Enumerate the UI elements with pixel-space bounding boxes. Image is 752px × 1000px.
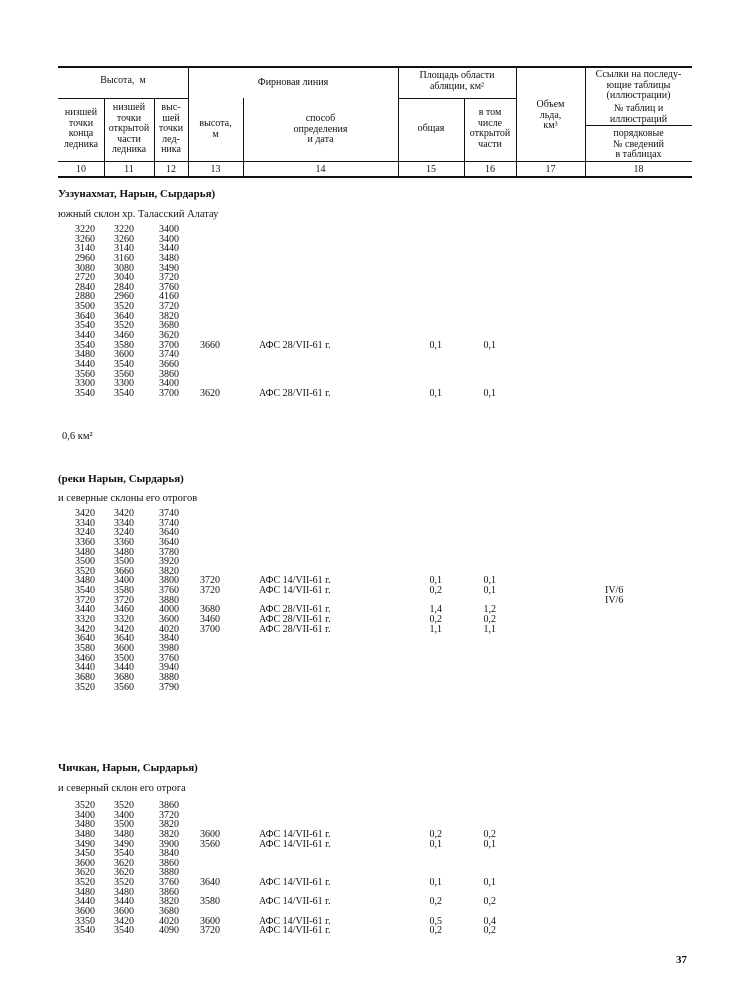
cell-method: АФС 14/VII-61 г.	[259, 896, 331, 908]
table-row	[0, 360, 752, 370]
cell-lowest-open: 3600	[114, 906, 134, 918]
table-row	[0, 302, 752, 312]
header-info-no: порядковые № сведений в таблицах	[612, 128, 665, 160]
cell-lowest-tongue: 3440	[75, 604, 95, 616]
table-row	[0, 625, 752, 635]
cell-lowest-tongue: 3520	[75, 877, 95, 889]
cell-lowest-open: 3560	[114, 368, 134, 380]
cell-lowest-open: 3420	[114, 623, 134, 635]
table-row	[0, 548, 752, 558]
cell-area-open: 0,1	[483, 339, 496, 351]
cell-firn-height: 3600	[200, 828, 220, 840]
table-row	[0, 897, 752, 907]
cell-lowest-tongue: 3500	[75, 301, 95, 313]
cell-lowest-open: 3360	[114, 536, 134, 548]
cell-lowest-tongue: 3540	[75, 320, 95, 332]
cell-lowest-open: 3620	[114, 867, 134, 879]
cell-area-open: 0,2	[483, 614, 496, 626]
header-lowest-tongue: низшей точки конца ледника	[63, 107, 99, 150]
column-number: 15	[426, 164, 436, 175]
cell-lowest-tongue: 2880	[75, 291, 95, 303]
cell-lowest-tongue: 3440	[75, 330, 95, 342]
cell-lowest-open: 3600	[114, 642, 134, 654]
cell-highest: 3790	[159, 681, 179, 693]
column-number: 11	[124, 164, 134, 175]
cell-firn-height: 3620	[200, 387, 220, 399]
cell-lowest-tongue: 3420	[75, 508, 95, 519]
cell-lowest-tongue: 3540	[75, 585, 95, 597]
cell-area-total: 0,1	[429, 387, 442, 399]
section-rows	[0, 225, 752, 399]
cell-lowest-open: 3520	[114, 301, 134, 313]
table-row	[0, 528, 752, 538]
cell-highest: 3820	[159, 565, 179, 577]
header-area-group: Площадь области абляции, км²	[419, 70, 495, 92]
cell-highest: 3840	[159, 633, 179, 645]
section-subtitle: и северные склоны его отрогов	[58, 493, 198, 504]
cell-area-open: 0,2	[483, 896, 496, 908]
cell-lowest-open: 3660	[114, 565, 134, 577]
cell-highest: 3800	[159, 575, 179, 587]
header-total: общая	[417, 123, 445, 134]
cell-highest: 3700	[159, 339, 179, 351]
table-row	[0, 557, 752, 567]
cell-area-total: 0,2	[429, 614, 442, 626]
table-row	[0, 683, 752, 693]
cell-highest: 3720	[159, 301, 179, 313]
cell-lowest-tongue: 3460	[75, 652, 95, 664]
cell-firn-height: 3720	[200, 585, 220, 597]
table-row	[0, 292, 752, 302]
section-subtitle: южный склон хр. Таласский Алатау	[58, 209, 219, 220]
cell-area-total: 0,1	[429, 877, 442, 889]
cell-lowest-open: 3720	[114, 594, 134, 606]
cell-area-total: 0,2	[429, 925, 442, 937]
header-highest: выс- шей точки лед- ника	[158, 102, 184, 155]
table-row	[0, 644, 752, 654]
cell-lowest-open: 3490	[114, 838, 134, 850]
cell-firn-height: 3600	[200, 915, 220, 927]
cell-lowest-tongue: 3520	[75, 565, 95, 577]
cell-lowest-open: 3300	[114, 378, 134, 390]
cell-method: АФС 14/VII-61 г.	[259, 877, 331, 889]
table-row	[0, 849, 752, 859]
cell-lowest-tongue: 2960	[75, 252, 95, 264]
table-row	[0, 273, 752, 283]
cell-lowest-open: 3480	[114, 886, 134, 898]
table-row	[0, 331, 752, 341]
cell-highest: 3820	[159, 828, 179, 840]
cell-firn-height: 3720	[200, 925, 220, 937]
table-row	[0, 859, 752, 869]
page-number: 37	[676, 954, 687, 966]
table-row	[0, 615, 752, 625]
table-row	[0, 840, 752, 850]
cell-lowest-tongue: 3440	[75, 896, 95, 908]
cell-lowest-tongue: 3540	[75, 339, 95, 351]
cell-highest: 3740	[159, 349, 179, 361]
column-number: 13	[210, 164, 221, 175]
table-row	[0, 605, 752, 615]
cell-lowest-tongue: 3340	[75, 517, 95, 529]
cell-lowest-tongue: 3440	[75, 662, 95, 674]
cell-highest: 4000	[159, 604, 179, 616]
table-row	[0, 389, 752, 399]
cell-lowest-open: 3620	[114, 857, 134, 869]
cell-highest: 3440	[159, 243, 179, 255]
cell-method: АФС 14/VII-61 г.	[259, 915, 331, 927]
table-row	[0, 509, 752, 519]
cell-lowest-open: 3420	[114, 508, 134, 519]
section-subtitle: и северный склон его отрога	[58, 783, 186, 794]
cell-lowest-open: 3600	[114, 349, 134, 361]
cell-firn-height: 3460	[200, 614, 220, 626]
header-firn-group: Фирновая линия	[257, 77, 329, 88]
cell-highest: 3860	[159, 857, 179, 869]
cell-highest: 4020	[159, 623, 179, 635]
cell-highest: 3780	[159, 546, 179, 558]
cell-highest: 3820	[159, 819, 179, 831]
table-row	[0, 868, 752, 878]
cell-method: АФС 14/VII-61 г.	[259, 585, 331, 597]
cell-area-open: 0,4	[483, 915, 496, 927]
cell-lowest-tongue: 3450	[75, 848, 95, 860]
cell-method: АФС 28/VII-61 г.	[259, 339, 331, 351]
cell-lowest-open: 3400	[114, 575, 134, 587]
cell-area-total: 0,2	[429, 585, 442, 597]
table-row	[0, 350, 752, 360]
column-number: 16	[485, 164, 495, 175]
cell-highest: 3820	[159, 896, 179, 908]
cell-lowest-open: 3480	[114, 828, 134, 840]
cell-lowest-open: 2840	[114, 281, 134, 293]
cell-lowest-tongue: 3500	[75, 556, 95, 568]
table-row	[0, 907, 752, 917]
cell-lowest-tongue: 2840	[75, 281, 95, 293]
section-title: Чичкан, Нарын, Сырдарья)	[58, 762, 198, 774]
table-row	[0, 820, 752, 830]
column-number: 17	[545, 164, 556, 175]
cell-highest: 3400	[159, 233, 179, 245]
table-row	[0, 926, 752, 936]
cell-lowest-tongue: 3480	[75, 546, 95, 558]
table-row	[0, 567, 752, 577]
cell-lowest-tongue: 3320	[75, 614, 95, 626]
cell-area-open: 0,1	[483, 877, 496, 889]
cell-lowest-tongue: 3540	[75, 387, 95, 399]
table-row	[0, 370, 752, 380]
cell-firn-height: 3580	[200, 896, 220, 908]
cell-lowest-tongue: 3560	[75, 368, 95, 380]
header-table-no: № таблиц и иллюстраций	[609, 103, 668, 125]
cell-area-total: 0,1	[429, 838, 442, 850]
cell-table-ref: IV/6	[605, 585, 624, 597]
table-row	[0, 538, 752, 548]
table-row	[0, 264, 752, 274]
cell-area-total: 1,4	[429, 604, 442, 616]
section-title: (реки Нарын, Сырдарья)	[58, 473, 184, 485]
cell-method: АФС 14/VII-61 г.	[259, 828, 331, 840]
cell-lowest-open: 3520	[114, 877, 134, 889]
cell-highest: 3760	[159, 585, 179, 597]
cell-highest: 3620	[159, 330, 179, 342]
table-row	[0, 917, 752, 927]
cell-lowest-open: 3400	[114, 809, 134, 821]
cell-lowest-open: 3640	[114, 633, 134, 645]
cell-lowest-tongue: 3540	[75, 925, 95, 937]
cell-method: АФС 14/VII-61 г.	[259, 838, 331, 850]
cell-lowest-open: 3580	[114, 585, 134, 597]
table-row	[0, 341, 752, 351]
cell-lowest-tongue: 3520	[75, 800, 95, 811]
header-method: способ определения и дата	[293, 113, 348, 145]
table-row	[0, 235, 752, 245]
cell-firn-height: 3640	[200, 877, 220, 889]
header-firn-height: высота, м	[199, 118, 232, 140]
cell-highest: 3640	[159, 536, 179, 548]
header-lowest-open: низшей точки открытой части ледника	[108, 102, 150, 155]
table-row	[0, 654, 752, 664]
cell-highest: 3880	[159, 671, 179, 683]
table-row	[0, 519, 752, 529]
cell-lowest-tongue: 3680	[75, 671, 95, 683]
table-row	[0, 321, 752, 331]
cell-highest: 3820	[159, 310, 179, 322]
cell-area-open: 0,1	[483, 387, 496, 399]
cell-highest: 3480	[159, 252, 179, 264]
cell-lowest-open: 3540	[114, 387, 134, 399]
cell-highest: 3760	[159, 281, 179, 293]
table-row	[0, 244, 752, 254]
cell-method: АФС 28/VII-61 г.	[259, 604, 331, 616]
cell-highest: 3740	[159, 508, 179, 519]
cell-highest: 4090	[159, 925, 179, 937]
cell-lowest-tongue: 3480	[75, 349, 95, 361]
cell-highest: 3880	[159, 594, 179, 606]
cell-lowest-tongue: 3620	[75, 867, 95, 879]
cell-lowest-open: 3320	[114, 614, 134, 626]
cell-lowest-open: 3540	[114, 925, 134, 937]
table-row	[0, 596, 752, 606]
cell-area-open: 1,2	[483, 604, 496, 616]
cell-lowest-tongue: 3480	[75, 828, 95, 840]
column-number: 10	[76, 164, 86, 175]
cell-highest: 3400	[159, 224, 179, 235]
cell-highest: 3740	[159, 517, 179, 529]
column-number: 18	[633, 164, 644, 175]
cell-lowest-open: 3240	[114, 527, 134, 539]
cell-lowest-tongue: 3220	[75, 224, 95, 235]
cell-lowest-open: 3220	[114, 224, 134, 235]
cell-highest: 4020	[159, 915, 179, 927]
cell-highest: 3760	[159, 877, 179, 889]
table-row	[0, 586, 752, 596]
cell-area-open: 0,1	[483, 575, 496, 587]
cell-lowest-open: 3260	[114, 233, 134, 245]
table-row	[0, 663, 752, 673]
cell-lowest-open: 3500	[114, 819, 134, 831]
table-row	[0, 673, 752, 683]
cell-firn-height: 3700	[200, 623, 220, 635]
cell-lowest-open: 3340	[114, 517, 134, 529]
cell-lowest-open: 3460	[114, 330, 134, 342]
cell-lowest-tongue: 3140	[75, 243, 95, 255]
cell-lowest-tongue: 3360	[75, 536, 95, 548]
cell-highest: 3860	[159, 886, 179, 898]
table-row	[0, 811, 752, 821]
cell-lowest-tongue: 3080	[75, 262, 95, 274]
cell-highest: 3860	[159, 368, 179, 380]
table-row	[0, 830, 752, 840]
cell-lowest-tongue: 3480	[75, 575, 95, 587]
cell-lowest-open: 3560	[114, 681, 134, 693]
cell-lowest-tongue: 3720	[75, 594, 95, 606]
cell-area-open: 1,1	[483, 623, 496, 635]
cell-lowest-tongue: 3480	[75, 886, 95, 898]
table-row	[0, 576, 752, 586]
header-open-part: в том числе открытой части	[469, 107, 511, 150]
cell-firn-height: 3720	[200, 575, 220, 587]
table-row	[0, 283, 752, 293]
table-row	[0, 801, 752, 811]
cell-method: АФС 28/VII-61 г.	[259, 623, 331, 635]
cell-lowest-tongue: 3520	[75, 681, 95, 693]
cell-highest: 3600	[159, 614, 179, 626]
table-header	[58, 66, 692, 178]
cell-lowest-open: 3040	[114, 272, 134, 284]
cell-lowest-tongue: 3440	[75, 358, 95, 370]
cell-table-ref: IV/6	[605, 594, 624, 606]
column-number: 12	[166, 164, 176, 175]
cell-method: АФС 14/VII-61 г.	[259, 925, 331, 937]
cell-lowest-open: 2960	[114, 291, 134, 303]
cell-area-open: 0,2	[483, 828, 496, 840]
cell-lowest-tongue: 3350	[75, 915, 95, 927]
cell-method: АФС 28/VII-61 г.	[259, 387, 331, 399]
cell-lowest-open: 3580	[114, 339, 134, 351]
cell-lowest-tongue: 3400	[75, 809, 95, 821]
table-row	[0, 888, 752, 898]
cell-lowest-open: 3520	[114, 800, 134, 811]
cell-lowest-open: 3680	[114, 671, 134, 683]
cell-lowest-open: 3080	[114, 262, 134, 274]
cell-lowest-open: 3540	[114, 358, 134, 370]
cell-firn-height: 3660	[200, 339, 220, 351]
cell-area-open: 0,1	[483, 838, 496, 850]
cell-lowest-tongue: 3480	[75, 819, 95, 831]
cell-highest: 3660	[159, 358, 179, 370]
cell-highest: 3880	[159, 867, 179, 879]
section-note: 0,6 км²	[62, 431, 93, 442]
cell-lowest-open: 3440	[114, 662, 134, 674]
cell-highest: 3720	[159, 272, 179, 284]
table-row	[0, 634, 752, 644]
header-ice-volume: Объем льда, км³	[536, 99, 565, 131]
cell-lowest-tongue: 3600	[75, 906, 95, 918]
cell-lowest-open: 3640	[114, 310, 134, 322]
cell-highest: 3920	[159, 556, 179, 568]
cell-lowest-open: 3500	[114, 652, 134, 664]
cell-area-open: 0,1	[483, 585, 496, 597]
cell-lowest-open: 3440	[114, 896, 134, 908]
table-row	[0, 312, 752, 322]
cell-highest: 3720	[159, 809, 179, 821]
cell-area-total: 0,2	[429, 896, 442, 908]
cell-highest: 3490	[159, 262, 179, 274]
cell-highest: 4160	[159, 291, 179, 303]
cell-highest: 3900	[159, 838, 179, 850]
cell-highest: 3980	[159, 642, 179, 654]
cell-lowest-open: 3520	[114, 320, 134, 332]
cell-lowest-open: 3480	[114, 546, 134, 558]
cell-lowest-open: 3500	[114, 556, 134, 568]
cell-lowest-tongue: 3260	[75, 233, 95, 245]
cell-lowest-open: 3160	[114, 252, 134, 264]
cell-firn-height: 3680	[200, 604, 220, 616]
cell-area-open: 0,2	[483, 925, 496, 937]
cell-lowest-tongue: 3600	[75, 857, 95, 869]
cell-highest: 3640	[159, 527, 179, 539]
cell-highest: 3700	[159, 387, 179, 399]
table-row	[0, 878, 752, 888]
table-row	[0, 225, 752, 235]
cell-highest: 3940	[159, 662, 179, 674]
cell-highest: 3860	[159, 800, 179, 811]
cell-lowest-tongue: 3420	[75, 623, 95, 635]
cell-lowest-tongue: 2720	[75, 272, 95, 284]
header-height-group: Высота, м	[100, 75, 146, 86]
cell-lowest-open: 3420	[114, 915, 134, 927]
cell-lowest-tongue: 3490	[75, 838, 95, 850]
cell-highest: 3840	[159, 848, 179, 860]
cell-method: АФС 28/VII-61 г.	[259, 614, 331, 626]
column-number: 14	[315, 164, 326, 175]
cell-area-total: 0,2	[429, 828, 442, 840]
cell-lowest-tongue: 3640	[75, 633, 95, 645]
cell-lowest-open: 3140	[114, 243, 134, 255]
cell-area-total: 0,5	[429, 915, 442, 927]
cell-highest: 3680	[159, 906, 179, 918]
cell-lowest-tongue: 3580	[75, 642, 95, 654]
cell-area-total: 0,1	[429, 339, 442, 351]
cell-lowest-tongue: 3300	[75, 378, 95, 390]
cell-lowest-open: 3460	[114, 604, 134, 616]
cell-lowest-tongue: 3640	[75, 310, 95, 322]
cell-area-total: 0,1	[429, 575, 442, 587]
section-rows	[0, 509, 752, 692]
cell-highest: 3680	[159, 320, 179, 332]
cell-highest: 3400	[159, 378, 179, 390]
section-title: Уззунахмат, Нарын, Сырдарья)	[58, 188, 216, 200]
header-refs-group: Ссылки на последу- ющие таблицы (иллюстрации)	[595, 69, 682, 101]
table-row	[0, 379, 752, 389]
cell-firn-height: 3560	[200, 838, 220, 850]
cell-lowest-open: 3540	[114, 848, 134, 860]
cell-method: АФС 14/VII-61 г.	[259, 575, 331, 587]
cell-lowest-tongue: 3240	[75, 527, 95, 539]
cell-area-total: 1,1	[429, 623, 442, 635]
cell-highest: 3760	[159, 652, 179, 664]
section-rows	[0, 801, 752, 936]
table-row	[0, 254, 752, 264]
